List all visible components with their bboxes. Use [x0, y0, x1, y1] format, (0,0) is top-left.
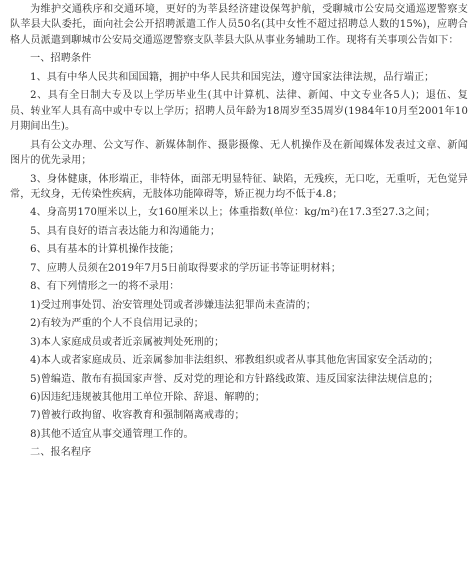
- condition-5: 5、具有良好的语言表达能力和沟通能力；: [30, 225, 221, 237]
- condition-4: 4、身高男170厘米以上，女160厘米以上；体重指数(单位：kg/m²)在17.3至27.3之间；: [30, 207, 436, 219]
- exclusion-4: 4)本人或者家庭成员、近亲属参加非法组织、邪教组织或者从事其他危害国家安全活动的；: [30, 355, 439, 367]
- intro-paragraph: 为维护交通秩序和交通环境，更好的为莘县经济建设保驾护航，受聊城市公安局交通巡逻警察支队莘县大队委托，面向社会公开招聘派遣工作人员50名(其中女性不超过招聘总人数的15%)，应聘合格人员派遣到聊城市公安局交通巡逻警察支队莘县大队从事业务辅助工作。现将有关事项公告如下：: [10, 4, 468, 46]
- exclusion-7: 7)曾被行政拘留、收容教育和强制隔离戒毒的；: [30, 410, 245, 422]
- exclusion-6: 6)因违纪违规被其他用工单位开除、辞退、解聘的；: [30, 391, 266, 403]
- condition-6: 6、具有基本的计算机操作技能；: [30, 244, 180, 256]
- exclusion-3: 3)本人家庭成员或者近亲属被判处死刑的；: [30, 336, 225, 348]
- condition-8: 8、有下列情形之一的将不录用：: [30, 281, 180, 293]
- section-heading-recruitment-conditions: 一、招聘条件: [30, 53, 92, 65]
- section-heading-registration: 二、报名程序: [30, 447, 92, 459]
- condition-2-preference: 具有公文办理、公文写作、新媒体制作、摄影摄像、无人机操作及在新闻媒体发表过文章、新闻图片的优先录用；: [10, 139, 468, 167]
- exclusion-8: 8)其他不适宜从事交通管理工作的。: [30, 428, 194, 440]
- condition-2: 2、具有全日制大专及以上学历毕业生(其中计算机、法律、新闻、中文专业各5人)；退伍、复员、转业军人具有高中或中专以上学历；招聘人员年龄为18周岁至35周岁(1984年10月至2001年10月期间出生)。: [10, 90, 468, 133]
- exclusion-2: 2)有较为严重的个人不良信用记录的；: [30, 318, 204, 330]
- condition-1: 1、具有中华人民共和国国籍，拥护中华人民共和国宪法，遵守国家法律法规，品行端正；: [30, 71, 435, 83]
- exclusion-5: 5)曾编造、散布有损国家声誉、反对党的理论和方针路线政策、违反国家法律法规信息的；: [30, 373, 439, 385]
- condition-7: 7、应聘人员须在2019年7月5日前取得要求的学历证书等证明材料；: [30, 262, 342, 274]
- exclusion-1: 1)受过刑事处罚、治安管理处罚或者涉嫌违法犯罪尚未查清的；: [30, 299, 317, 311]
- condition-3: 3、身体健康，体形端正，非特体，面部无明显特征、缺陷，无残疾，无口吃，无重听，无色觉异常，无纹身，无传染性疾病，无肢体功能障碍等，矫正视力均不低于4.8；: [10, 173, 468, 200]
